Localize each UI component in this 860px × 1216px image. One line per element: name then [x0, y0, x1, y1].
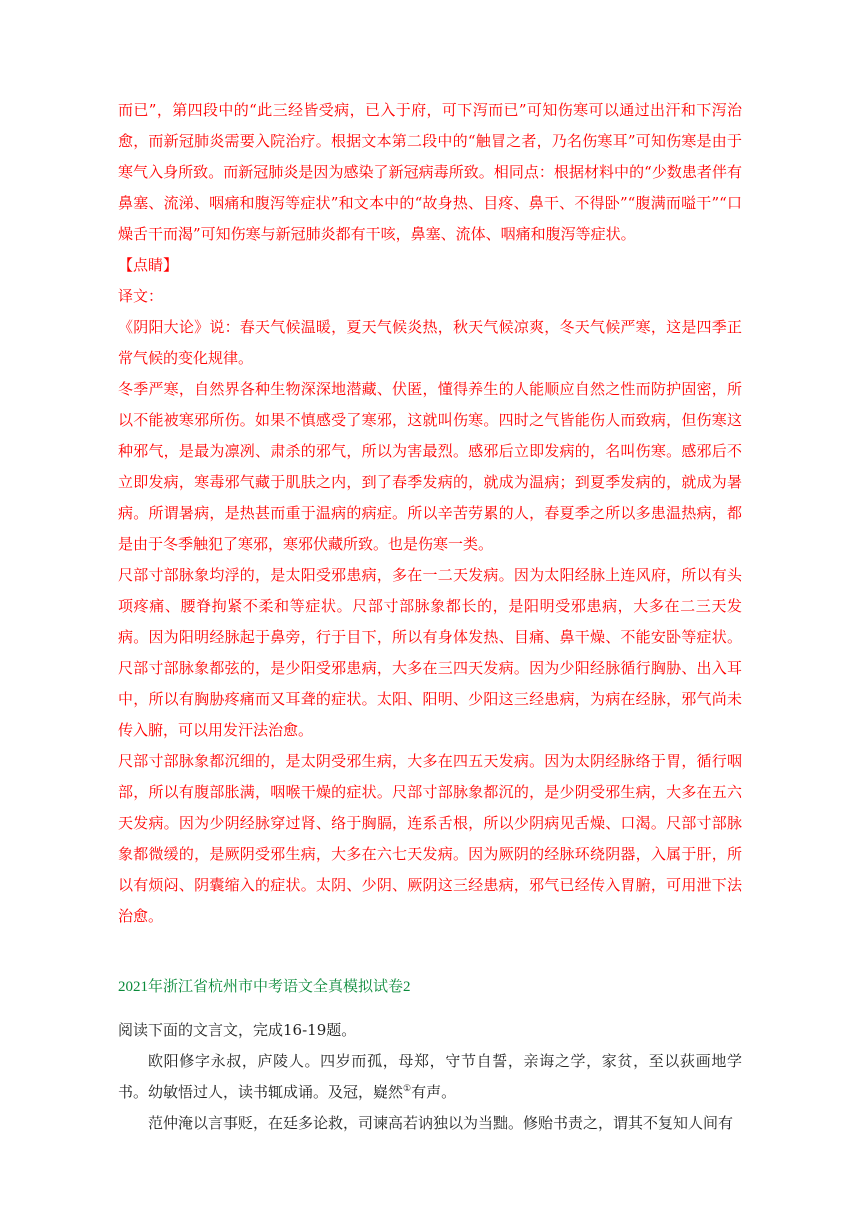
translation-paragraph: 《阴阳大论》说：春天气候温暖，夏天气候炎热，秋天气候凉爽，冬天气候严寒，这是四季正常气候的变化规律。 [118, 318, 742, 367]
translation-label: 译文： [118, 287, 164, 305]
translation-paragraph: 冬季严寒，自然界各种生物深深地潜藏、伏匿，懂得养生的人能顺应自然之性而防护固密，所以不能被寒邪所伤。如果不慎感受了寒邪，这就叫伤寒。四时之气皆能伤人而致病，但伤寒这种邪气，是最为凛冽、肃杀的邪气，所以为害最烈。感邪后立即发病的，名叫伤寒。感邪后不立即发病，寒毒邪气藏于肌肤之内，到了春季发病的，就成为温病；到夏季发病的，就成为暑病。所谓暑病，是热甚而重于温病的病症。所以辛苦劳累的人，春夏季之所以多患温热病，都是由于冬季触犯了寒邪，寒邪伏藏所致。也是伤寒一类。 [118, 380, 742, 553]
translation-paragraph: 尺部寸部脉象都沉细的，是太阴受邪生病，大多在四五天发病。因为太阴经脉络于胃，循行咽部，所以有腹部胀满，咽喉干燥的症状。尺部寸部脉象都沉的，是少阴受邪生病，大多在五六天发病。因为少阴经脉穿过肾、络于胸膈，连系舌根，所以少阴病见舌燥、口渴。尺部寸部脉象都微缓的，是厥阴受邪生病，大多在六七天发病。因为厥阴的经脉环绕阴器，入属于肝，所以有烦闷、阴囊缩入的症状。太阴、少阴、厥阴这三经患病，邪气已经传入胃腑，可用泄下法治愈。 [118, 752, 742, 925]
passage-text: 有声。 [411, 1083, 457, 1101]
footnote-marker: ① [403, 1084, 412, 1094]
answer-paragraph: 而已”，第四段中的“此三经皆受病，已入于府，可下泻而已”可知伤寒可以通过出汗和下泻治愈，而新冠肺炎需要入院治疗。根据文本第二段中的“触冒之者，乃名伤寒耳”可知伤寒是由于寒气入身所致。而新冠肺炎是因为感染了新冠病毒所致。相同点：根据材料中的“少数患者伴有鼻塞、流涕、咽痛和腹泻等症状”和文本中的“故身热、目疼、鼻干、不得卧”“腹满而嗌干”“口燥舌干而渴”可知伤寒与新冠肺炎都有干咳，鼻塞、流体、咽痛和腹泻等症状。 [118, 101, 742, 243]
document-content [118, 95, 742, 1139]
passage-text: 欧阳修字永叔，庐陵人。四岁而孤，母郑，守节自誓，亲诲之学，家贫，至以荻画地学书。幼敏悟过人，读书辄成诵。及冠，嶷然 [118, 1052, 742, 1101]
translation-paragraph: 尺部寸部脉象均浮的，是太阳受邪患病，多在一二天发病。因为太阳经脉上连风府，所以有头项疼痛、腰脊拘紧不柔和等症状。尺部寸部脉象都长的，是阳明受邪患病，大多在二三天发病。因为阳明经脉起于鼻旁，行于目下，所以有身体发热、目痛、鼻干燥、不能安卧等症状。尺部寸部脉象都弦的，是少阳受邪患病，大多在三四天发病。因为少阳经脉循行胸胁、出入耳中，所以有胸胁疼痛而又耳聋的症状。太阳、阳明、少阳这三经患病，为病在经脉，邪气尚未传入腑，可以用发汗法治愈。 [118, 566, 742, 739]
passage-paragraph: 范仲淹以言事贬，在廷多论救，司谏高若讷独以为当黜。修贻书责之，谓其不复知人间有 [148, 1114, 734, 1132]
passage-paragraph [118, 1046, 742, 1108]
section-title: 2021年浙江省杭州市中考语文全真模拟试卷2 [118, 979, 411, 995]
dianjing-label: 【点睛】 [118, 256, 179, 274]
question-instruction: 阅读下面的文言文，完成16-19题。 [118, 1021, 357, 1039]
